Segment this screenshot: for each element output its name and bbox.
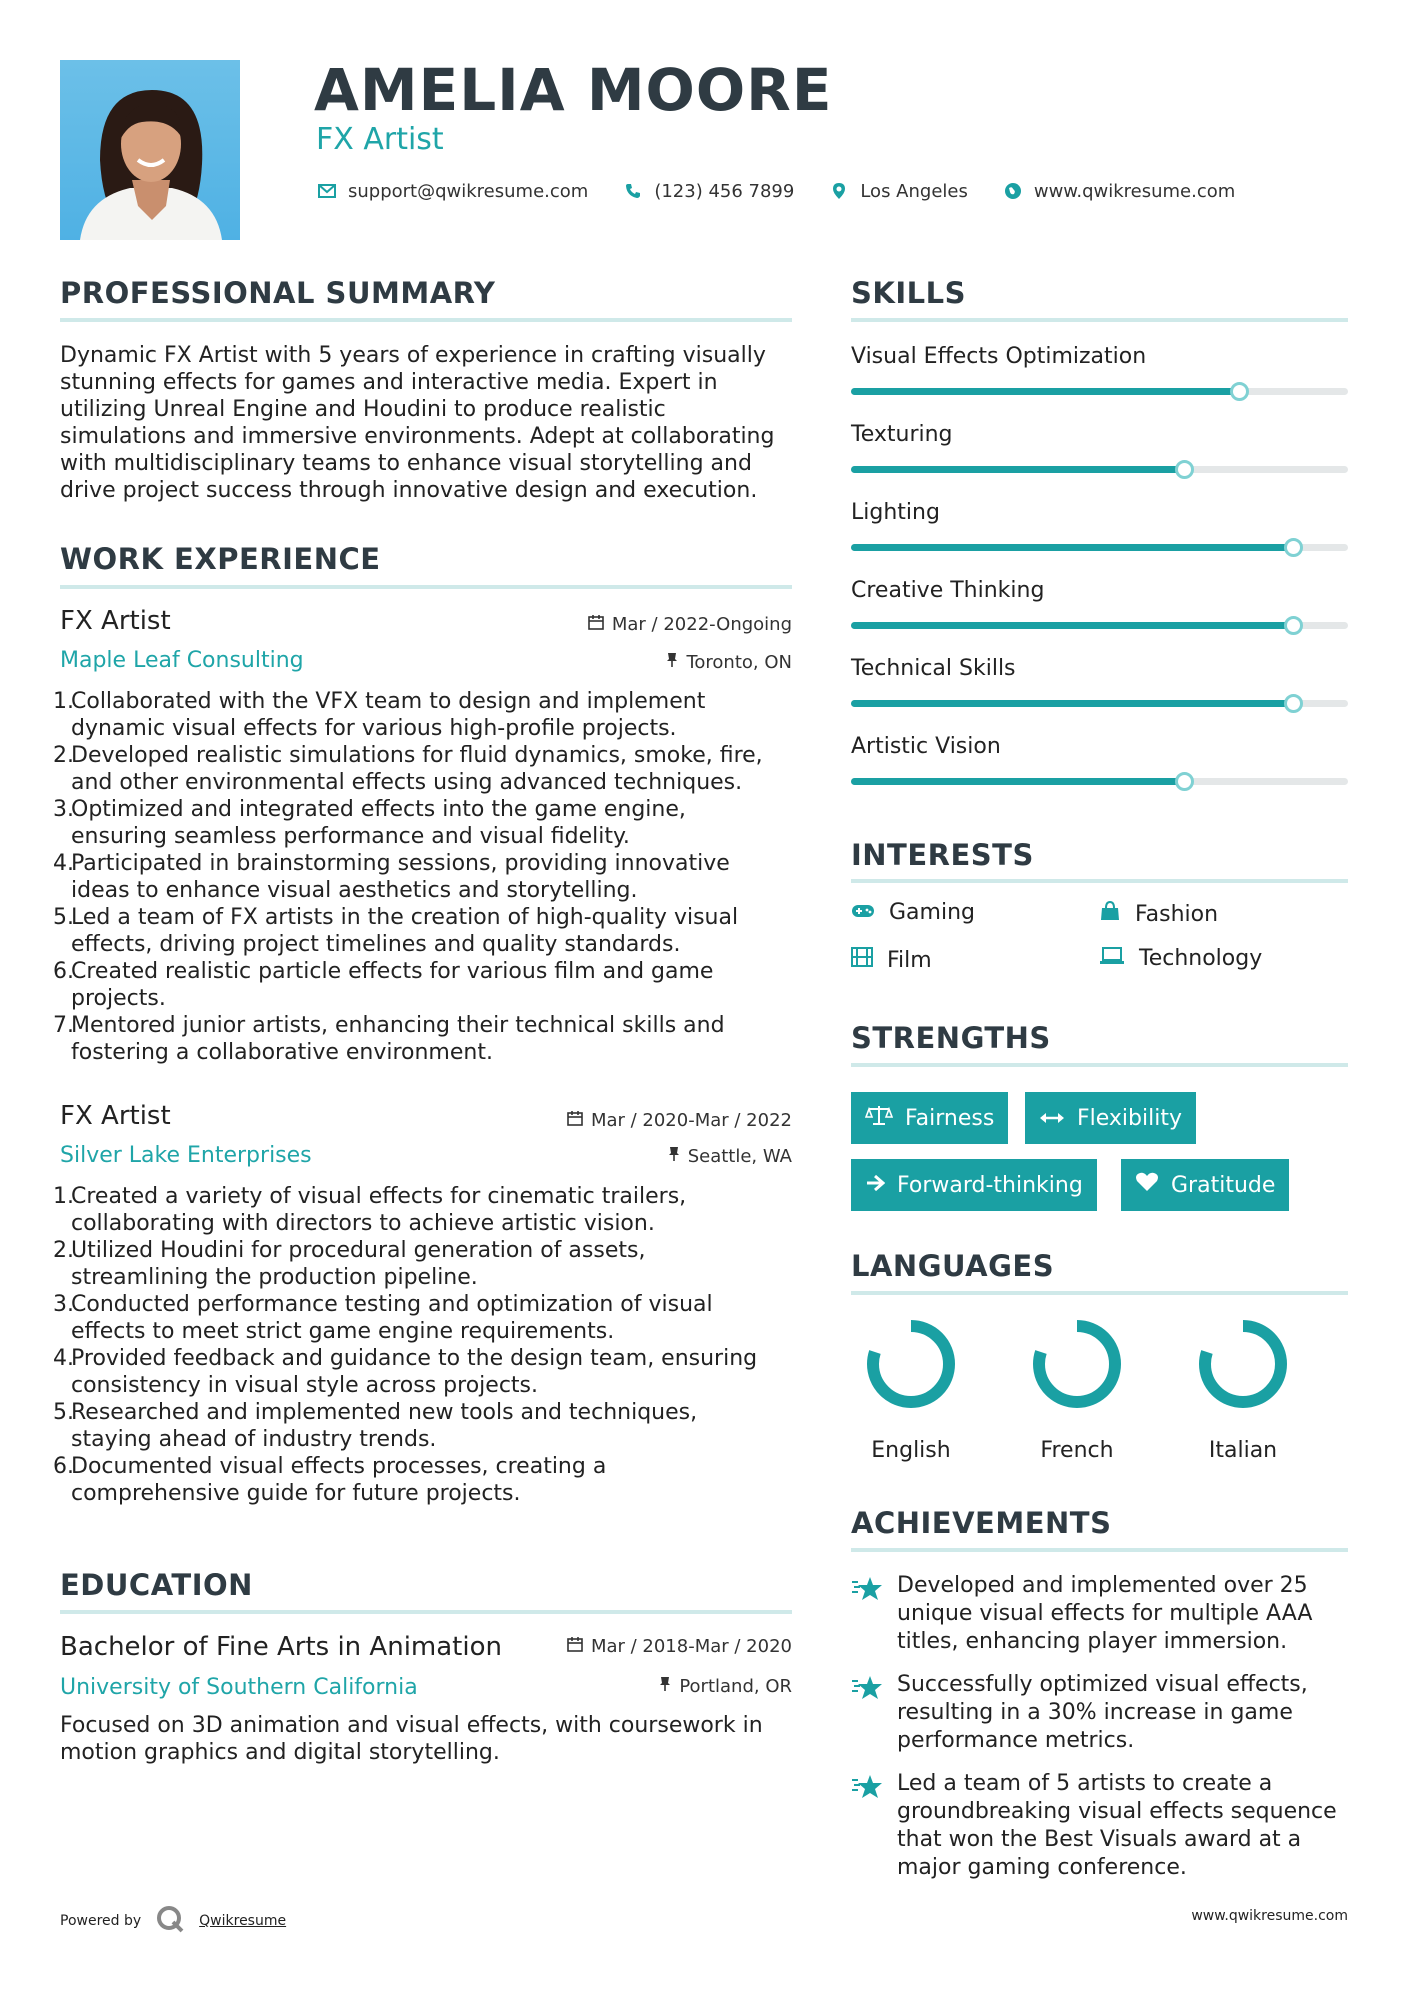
- job2-date-text: Mar / 2020-Mar / 2022: [590, 1110, 792, 1131]
- skill-slider-knob: [1175, 460, 1194, 479]
- duty-line: Led a team of FX artists in the creation of high-quality visual: [71, 905, 739, 930]
- interest-gaming: [851, 900, 975, 925]
- footer-powered: [60, 1904, 286, 1938]
- degree-title: Bachelor of Fine Arts in Animation: [60, 1632, 502, 1662]
- duty-line: Optimized and integrated effects into the game engine,: [71, 797, 686, 822]
- skills-heading: SKILLS: [851, 276, 966, 310]
- strengths-heading: STRENGTHS: [851, 1021, 1051, 1055]
- language-item: [851, 1316, 971, 1463]
- duty-line: Documented visual effects processes, creating a: [71, 1454, 607, 1479]
- skill-bar-fill: [851, 544, 1293, 551]
- skill-row: [851, 578, 1348, 603]
- duty-line: fostering a collaborative environment.: [71, 1040, 493, 1065]
- education-location-text: Portland, OR: [679, 1676, 792, 1697]
- list-item: 5. Researched and implemented new tools and techniques, staying ahead of industry trends.: [53, 1399, 793, 1453]
- skill-bar-fill: [851, 622, 1293, 629]
- skill-bar-fill: [851, 700, 1293, 707]
- duty-line: ideas to enhance visual aesthetics and storytelling.: [71, 878, 638, 903]
- language-ring: [863, 1316, 959, 1412]
- list-item: 2. Developed realistic simulations for fluid dynamics, smoke, fire, and other environmental effects using advanced techniques.: [53, 742, 793, 796]
- list-item: 4. Provided feedback and guidance to the design team, ensuring consistency in visual style across projects.: [53, 1345, 793, 1399]
- skill-row: [851, 422, 1348, 447]
- duty-line: and other environmental effects using advanced techniques.: [71, 770, 743, 795]
- achievement-text: [897, 1572, 1312, 1656]
- achievement-line: Developed and implemented over 25: [897, 1573, 1308, 1598]
- job1-date-text: Mar / 2022-Ongoing: [611, 614, 792, 635]
- skill-label: Creative Thinking: [851, 578, 1045, 603]
- phone-icon: [622, 180, 644, 202]
- language-label: English: [871, 1438, 951, 1463]
- language-ring: [1029, 1316, 1125, 1412]
- job2-duties: [53, 1183, 793, 1507]
- candidate-name: AMELIA MOORE: [314, 56, 833, 124]
- skill-row: [851, 500, 1348, 525]
- job2-date: [480, 1110, 792, 1131]
- duty-line: staying ahead of industry trends.: [71, 1427, 437, 1452]
- summary-line: utilizing Unreal Engine and Houdini to produce realistic: [60, 397, 666, 422]
- website-text: www.qwikresume.com: [1033, 180, 1236, 202]
- interest-label: Technology: [1139, 946, 1263, 971]
- duty-line: collaborating with directors to achieve artistic vision.: [71, 1211, 655, 1236]
- skills-divider: [851, 318, 1348, 322]
- gamepad-icon: [851, 900, 875, 925]
- skill-bar-fill: [851, 388, 1239, 395]
- duty-line: Mentored junior artists, enhancing their technical skills and: [71, 1013, 725, 1038]
- summary-divider: [60, 318, 792, 322]
- summary-text: [60, 342, 800, 504]
- job2-title: FX Artist: [60, 1101, 171, 1131]
- education-heading: EDUCATION: [60, 1568, 253, 1602]
- language-ring: [1195, 1316, 1291, 1412]
- interest-technology: [1099, 946, 1262, 971]
- location-pin-icon: [828, 180, 850, 202]
- job1-date: [480, 614, 792, 635]
- pin-icon: [659, 1676, 671, 1697]
- skill-label: Texturing: [851, 422, 953, 447]
- skill-bar: [851, 544, 1348, 551]
- strength-gratitude: [1121, 1159, 1289, 1211]
- achievement-line: performance metrics.: [897, 1728, 1135, 1753]
- language-item: [1183, 1316, 1303, 1463]
- school-name: University of Southern California: [60, 1675, 418, 1700]
- skill-slider-knob: [1230, 382, 1249, 401]
- interest-fashion: [1099, 900, 1218, 928]
- achievement-line: groundbreaking visual effects sequence: [897, 1799, 1337, 1824]
- skill-row: [851, 656, 1348, 681]
- achievement-text: [897, 1671, 1308, 1755]
- star-icon: [851, 1774, 883, 1882]
- contact-bar: [316, 180, 1259, 202]
- language-item: [1017, 1316, 1137, 1463]
- brand-link[interactable]: Qwikresume: [199, 1913, 287, 1929]
- interest-film: [851, 946, 932, 974]
- strength-label: Forward-thinking: [897, 1172, 1083, 1198]
- calendar-icon: [567, 1636, 583, 1657]
- duty-line: comprehensive guide for future projects.: [71, 1481, 521, 1506]
- summary-line: Dynamic FX Artist with 5 years of experience in crafting visually: [60, 343, 766, 368]
- education-line: Focused on 3D animation and visual effects, with coursework in: [60, 1713, 763, 1738]
- summary-heading: PROFESSIONAL SUMMARY: [60, 276, 496, 310]
- duty-line: Utilized Houdini for procedural generation of assets,: [71, 1238, 646, 1263]
- achievement-line: unique visual effects for multiple AAA: [897, 1601, 1313, 1626]
- languages-divider: [851, 1291, 1348, 1295]
- calendar-icon: [567, 1110, 583, 1131]
- skill-label: Artistic Vision: [851, 734, 1001, 759]
- phone-text: (123) 456 7899: [654, 180, 795, 202]
- interests-divider: [851, 879, 1348, 883]
- duty-line: effects, driving project timelines and quality standards.: [71, 932, 681, 957]
- duty-line: Created a variety of visual effects for cinematic trailers,: [71, 1184, 687, 1209]
- list-item: 6. Documented visual effects processes, creating a comprehensive guide for future projects.: [53, 1453, 793, 1507]
- duty-line: dynamic visual effects for various high-profile projects.: [71, 716, 677, 741]
- footer-site[interactable]: www.qwikresume.com: [1191, 1908, 1348, 1924]
- duty-line: Collaborated with the VFX team to design and implement: [71, 689, 706, 714]
- summary-line: stunning effects for games and interactive media. Expert in: [60, 370, 718, 395]
- skill-label: Lighting: [851, 500, 940, 525]
- arrows-horizontal-icon: [1039, 1106, 1065, 1131]
- globe-icon: [1002, 180, 1024, 202]
- duty-line: ensuring seamless performance and visual fidelity.: [71, 824, 630, 849]
- work-divider: [60, 585, 792, 589]
- language-label: Italian: [1208, 1438, 1278, 1463]
- achievement-line: Led a team of 5 artists to create a: [897, 1771, 1273, 1796]
- laptop-icon: [1099, 946, 1125, 971]
- list-item: 6. Created realistic particle effects for various film and game projects.: [53, 958, 793, 1012]
- summary-line: drive project success through innovative design and execution.: [60, 478, 758, 503]
- contact-email[interactable]: [316, 180, 588, 202]
- star-icon: [851, 1576, 883, 1656]
- education-line: motion graphics and digital storytelling.: [60, 1740, 500, 1765]
- duty-line: Provided feedback and guidance to the design team, ensuring: [71, 1346, 758, 1371]
- achievement-item: [851, 1572, 1312, 1656]
- list-item: 7. Mentored junior artists, enhancing their technical skills and fostering a collaborative environment.: [53, 1012, 793, 1066]
- strength-fairness: [851, 1092, 1008, 1144]
- contact-location: [828, 180, 968, 202]
- job1-duties: [53, 688, 793, 1066]
- film-icon: [851, 946, 873, 974]
- strength-label: Flexibility: [1077, 1105, 1182, 1131]
- skill-bar-fill: [851, 466, 1184, 473]
- achievement-item: [851, 1770, 1337, 1882]
- duty-line: consistency in visual style across projects.: [71, 1373, 538, 1398]
- duty-line: Conducted performance testing and optimization of visual: [71, 1292, 713, 1317]
- list-item: 3. Conducted performance testing and optimization of visual effects to meet strict game engine requirements.: [53, 1291, 793, 1345]
- achievements-divider: [851, 1548, 1348, 1552]
- location-text: Los Angeles: [860, 180, 968, 202]
- duty-line: streamlining the production pipeline.: [71, 1265, 478, 1290]
- education-date-text: Mar / 2018-Mar / 2020: [590, 1636, 792, 1657]
- skill-slider-knob: [1284, 694, 1303, 713]
- interest-label: Fashion: [1135, 901, 1219, 927]
- star-icon: [851, 1675, 883, 1755]
- interest-label: Gaming: [889, 900, 975, 925]
- duty-line: Participated in brainstorming sessions, providing innovative: [71, 851, 730, 876]
- education-location: [480, 1676, 792, 1697]
- job2-company: Silver Lake Enterprises: [60, 1143, 312, 1168]
- arrow-right-icon: [865, 1173, 885, 1198]
- balance-scale-icon: [865, 1104, 893, 1132]
- summary-line: with multidisciplinary teams to enhance visual storytelling and: [60, 451, 752, 476]
- job1-location-text: Toronto, ON: [686, 652, 792, 673]
- strength-forward-thinking: [851, 1159, 1097, 1211]
- heart-icon: [1135, 1172, 1159, 1198]
- languages-heading: LANGUAGES: [851, 1249, 1055, 1283]
- summary-line: simulations and immersive environments. Adept at collaborating: [60, 424, 775, 449]
- achievement-item: [851, 1671, 1308, 1755]
- calendar-icon: [588, 614, 604, 635]
- achievement-line: major gaming conference.: [897, 1855, 1187, 1880]
- interests-heading: INTERESTS: [851, 838, 1034, 872]
- education-divider: [60, 1610, 792, 1614]
- list-item: 4. Participated in brainstorming sessions, providing innovative ideas to enhance visual aesthetics and storytelling.: [53, 850, 793, 904]
- work-heading: WORK EXPERIENCE: [60, 542, 381, 576]
- skill-bar-fill: [851, 778, 1184, 785]
- job1-company: Maple Leaf Consulting: [60, 648, 304, 673]
- job2-location-text: Seattle, WA: [687, 1146, 792, 1167]
- pin-icon: [668, 1146, 680, 1167]
- email-text: support@qwikresume.com: [348, 180, 589, 202]
- shopping-bag-icon: [1099, 900, 1121, 928]
- languages-list: [851, 1316, 1348, 1466]
- duty-line: effects to meet strict game engine requirements.: [71, 1319, 615, 1344]
- skill-bar: [851, 778, 1348, 785]
- interest-label: Film: [887, 947, 932, 973]
- list-item: 2. Utilized Houdini for procedural generation of assets, streamlining the production pipeline.: [53, 1237, 793, 1291]
- duty-line: Created realistic particle effects for various film and game: [71, 959, 714, 984]
- contact-phone[interactable]: [622, 180, 794, 202]
- achievement-text: [897, 1770, 1337, 1882]
- achievement-line: Successfully optimized visual effects,: [897, 1672, 1308, 1697]
- skill-bar: [851, 700, 1348, 707]
- skill-row: [851, 734, 1348, 759]
- duty-line: projects.: [71, 986, 166, 1011]
- skill-label: Technical Skills: [851, 656, 1016, 681]
- email-icon: [316, 180, 338, 202]
- job1-location: [480, 652, 792, 673]
- education-date: [480, 1636, 792, 1657]
- achievements-heading: ACHIEVEMENTS: [851, 1506, 1112, 1540]
- language-label: French: [1040, 1438, 1114, 1463]
- qwikresume-logo-icon: [155, 1904, 185, 1938]
- skill-bar: [851, 466, 1348, 473]
- skill-slider-knob: [1175, 772, 1194, 791]
- achievement-line: titles, enhancing player immersion.: [897, 1629, 1288, 1654]
- skill-slider-knob: [1284, 538, 1303, 557]
- achievement-line: that won the Best Visuals award at a: [897, 1827, 1302, 1852]
- skill-bar: [851, 622, 1348, 629]
- skill-slider-knob: [1284, 616, 1303, 635]
- strengths-divider: [851, 1063, 1348, 1067]
- job-title: FX Artist: [316, 122, 444, 157]
- skill-label: Visual Effects Optimization: [851, 344, 1147, 369]
- list-item: 1. Created a variety of visual effects for cinematic trailers, collaborating with directors to achieve artistic vision.: [53, 1183, 793, 1237]
- skill-bar: [851, 388, 1348, 395]
- education-description: [60, 1712, 800, 1766]
- skill-row: [851, 344, 1348, 369]
- duty-line: Developed realistic simulations for fluid dynamics, smoke, fire,: [71, 743, 763, 768]
- job1-title: FX Artist: [60, 606, 171, 636]
- profile-photo: [60, 60, 240, 240]
- pin-icon: [666, 652, 678, 673]
- job2-location: [480, 1146, 792, 1167]
- strength-label: Fairness: [905, 1105, 995, 1131]
- powered-by-text: Powered by: [60, 1913, 142, 1929]
- duty-line: Researched and implemented new tools and techniques,: [71, 1400, 698, 1425]
- list-item: 5. Led a team of FX artists in the creation of high-quality visual effects, driving project timelines and quality standards.: [53, 904, 793, 958]
- list-item: 3. Optimized and integrated effects into the game engine, ensuring seamless performance and visual fidelity.: [53, 796, 793, 850]
- achievement-line: resulting in a 30% increase in game: [897, 1700, 1293, 1725]
- list-item: 1. Collaborated with the VFX team to design and implement dynamic visual effects for various high-profile projects.: [53, 688, 793, 742]
- strength-flexibility: [1025, 1092, 1196, 1144]
- strength-label: Gratitude: [1171, 1172, 1276, 1198]
- contact-website[interactable]: [1002, 180, 1235, 202]
